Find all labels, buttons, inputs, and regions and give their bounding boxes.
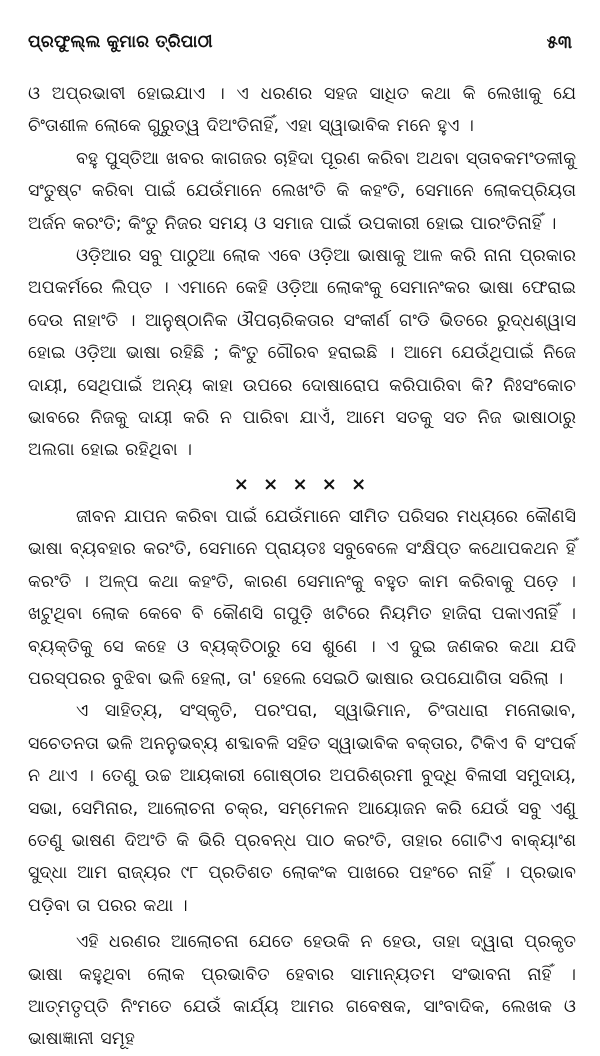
paragraph-6: ଏହି ଧରଣର ଆଲୋଚନା ଯେତେ ହେଉକି ନ ହେଉ, ତାହା ଦ୍ୱାରା ପ୍ରକୃତ ଭାଷା କହୁଥିବା ଲୋକ ପ୍ରଭାବିତ ହେବାର ସାମାନ୍ୟତମ ସଂଭାବନା ନାହିଁ । ଆତ୍ମତୃପ୍ତି ନିଂମତେ ଯେଉଁ କାର୍ଯ୍ୟ ଆମର ଗବେଷକ, ସାଂବାଦିକ, ଲେଖକ ଓ ଭାଷାଜ୍ଞାନୀ ସମୂହ — [28, 932, 576, 1050]
paragraph-4: ଜୀବନ ଯାପନ କରିବା ପାଇଁ ଯେଉଁମାନେ ସୀମିତ ପରିସର ମଧ୍ୟରେ କୌଣସି ଭାଷା ବ୍ୟବହାର କରଂତି, ସେମାନେ ପ୍ରାୟତଃ ସବୁବେଳେ ସଂକ୍ଷିପ୍ତ କଥୋପକଥନ ହିଁ କରଂତି । ଅଳ୍ପ କଥା କହଂତି, କାରଣ ସେମାନଂକୁ ବହୁତ କାମ କରିବାକୁ ପଡ଼େ । ଖଟୁଥିବା ଲୋକ କେବେ ବି କୌଣସି ଗପୁଡ଼ି ଖଟିରେ ନିୟମିତ ହାଜିରା ପକାଏନାହିଁ । ବ୍ୟକ୍ତିକୁ ସେ କହେ ଓ ବ୍ୟକ୍ତିଠାରୁ ସେ ଶୁଣେ । ଏ ଦୁଇ ଜଣକର କଥା ଯଦି ପରସ୍ପରର ବୁଝିବା ଭଳି ହେଲା, ତା' ହେଲେ ସେଇଠି ଭାଷାର ଉପଯୋଗିତା ସରିଲା । — [28, 506, 576, 689]
paragraph-2: ବହୁ ପୁସ୍ତିଆ ଖବର କାଗଜର ଚାହିଦା ପୂରଣ କରିବା ଅଥବା ସ୍ତାବକମଂଡଳୀକୁ ସଂତୁଷ୍ଟ କରିବା ପାଇଁ ଯେଉଁମାନେ ଲେଖଂତି କି କହଂତି, ସେମାନେ ଲୋକପ୍ରିୟତା ଅର୍ଜନ କରଂତି; କିଂତୁ ନିଜର ସମୟ ଓ ସମାଜ ପାଇଁ ଉପକାରୀ ହୋଇ ପାରଂତିନାହିଁ । — [28, 148, 576, 234]
paragraph-1: ଓ ଅପ୍ରଭାବୀ ହୋଇଯାଏ । ଏ ଧରଣର ସହଜ ସାଧିତ କଥା କି ଲେଖାକୁ ଯେ ଚିଂତାଶୀଳ ଲୋକେ ଗୁରୁତ୍ୱ ଦିଅଂତିନାହିଁ, ଏହା ସ୍ୱାଭାବିକ ମନେ ହୁଏ । — [28, 84, 576, 137]
paragraph-3: ଓଡ଼ିଆର ସବୁ ପାଠୁଆ ଲୋକ ଏବେ ଓଡ଼ିଆ ଭାଷାକୁ ଆଳ କରି ନାନା ପ୍ରକାର ଅପକର୍ମରେ ଲିପ୍ତ । ଏମାନେ କେହି ଓଡ଼ିଆ ଲୋକଂକୁ ସେମାନଂକର ଭାଷା ଫେରାଇ ଦେଉ ନାହାଂତି । ଆନୁଷ୍ଠାନିକ ଔପଚାରିକତାର ସଂକୀର୍ଣ ଗଂଡି ଭିତରେ ରୁଦ୍ଧଶ୍ୱାସ ହୋଇ ଓଡ଼ିଆ ଭାଷା ରହିଛି ; କିଂତୁ ଗୌରବ ହରାଇଛି । ଆମେ ଯେଉଁଥିପାଇଁ ନିଜେ ଦାୟୀ, ସେଥିପାଇଁ ଅନ୍ୟ କାହା ଉପରେ ଦୋଷାରୋପ କରିପାରିବା କି? ନିଃସଂକୋଚ ଭାବରେ ନିଜକୁ ଦାୟୀ କରି ନ ପାରିବା ଯାଏଁ, ଆମେ ସତକୁ ସତ ନିଜ ଭାଷାଠାରୁ ଅଲଗା ହୋଇ ରହିଥିବା । — [28, 246, 576, 461]
header-author: ପ୍ରଫୁଲ୍ଲ କୁମାର ତ୍ରିପାଠୀ — [28, 32, 213, 52]
paragraph-5: ଏ ସାହିତ୍ୟ, ସଂସ୍କୃତି, ପରଂପରା, ସ୍ୱାଭିମାନ, ଚିଂତାଧାରା ମନୋଭାବ, ସଚେତନତା ଭଳି ଅନନୁଭବ୍ୟ ଶବ୍ଦାବଳି ସହିତ ସ୍ୱାଭାବିକ ବକ୍ତାର, ଟିକିଏ ବି ସଂପର୍କ ନ ଥାଏ । ତେଣୁ ଉଚ୍ଚ ଆୟକାରୀ ଗୋଷ୍ଠୀର ଅପରିଶ୍ରମୀ ବୁଦ୍ଧି ବିଳାସୀ ସମୁଦାୟ, ସଭା, ସେମିନାର, ଆଲୋଚନା ଚକ୍ର, ସମ୍ମେଳନ ଆୟୋଜନ କରି ଯେଉଁ ସବୁ ଏଣୁ ତେଣୁ ଭାଷଣ ଦିଅଂତି କି ଭିରି ପ୍ରବନ୍ଧ ପାଠ କରଂତି, ତାହାର ଗୋଟିଏ ବାକ୍ୟାଂଶ ସୁଦ୍ଧା ଆମ ରାଜ୍ୟର ୯୮ ପ୍ରତିଶତ ଲୋକଂକ ପାଖରେ ପହଂଚେ ନାହିଁ । ପ୍ରଭାବ ପଡ଼ିବା ତା ପରର କଥା । — [28, 701, 576, 916]
page-number: ୫୩ — [546, 31, 572, 53]
section-separator: × × × × × — [233, 473, 371, 495]
body-text — [28, 78, 576, 1056]
running-header — [28, 28, 572, 56]
